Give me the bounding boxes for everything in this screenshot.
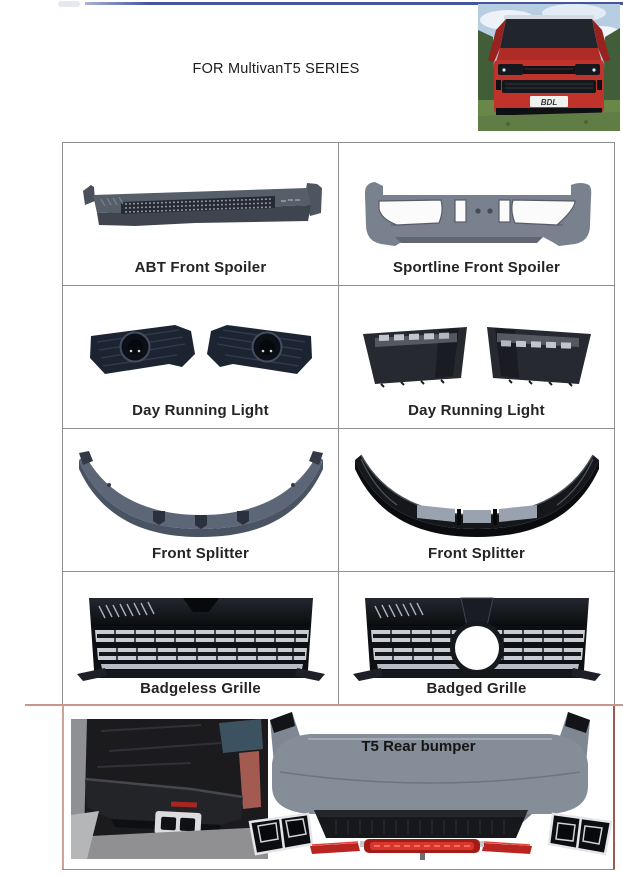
red-van-front-image xyxy=(478,4,620,131)
product-cell-badged-grille xyxy=(338,572,614,706)
product-label: Front Splitter xyxy=(428,545,525,562)
product-cell-front-splitter-gray xyxy=(63,429,338,572)
front-splitter-black-image xyxy=(351,449,603,541)
badge-hole xyxy=(455,626,499,670)
product-label: ABT Front Spoiler xyxy=(134,259,267,276)
rear-bumper-installed-photo xyxy=(71,719,268,859)
product-label: Day Running Light xyxy=(408,402,545,419)
product-label: Day Running Light xyxy=(132,402,269,419)
salmon-right-border xyxy=(613,706,615,869)
product-cell-sportline-front-spoiler xyxy=(338,143,614,286)
abt-front-spoiler-image xyxy=(75,175,327,247)
rear-bumper-kit-image xyxy=(248,706,613,869)
product-cell-day-running-light-led xyxy=(338,286,614,429)
hero-photo xyxy=(478,4,620,131)
salmon-left-border xyxy=(62,706,64,869)
product-cell-abt-front-spoiler xyxy=(63,143,338,286)
product-label: Badgeless Grille xyxy=(140,680,261,697)
product-label: Front Splitter xyxy=(152,545,249,562)
license-plate-text: BDL xyxy=(540,98,558,107)
sportline-front-spoiler-image xyxy=(351,167,603,267)
fog-light-covers-image xyxy=(75,314,327,398)
rear-bumper-section xyxy=(63,706,614,869)
product-label: Sportline Front Spoiler xyxy=(392,259,561,276)
rear-bumper-kit-svg xyxy=(248,706,613,869)
badgeless-grille-image xyxy=(75,590,327,686)
product-cell-front-splitter-black xyxy=(338,429,614,572)
badged-grille-image xyxy=(351,590,603,686)
product-cell-badgeless-grille xyxy=(63,572,338,706)
product-label: Badged Grille xyxy=(426,680,527,697)
product-grid xyxy=(62,142,615,870)
black-van-rear-image xyxy=(71,719,268,859)
front-splitter-gray-image xyxy=(75,449,327,541)
drl-led-covers-image xyxy=(351,314,603,398)
salmon-divider-line xyxy=(25,704,623,706)
page-title: FOR MultivanT5 SERIES xyxy=(192,61,360,77)
smudge-mark xyxy=(58,1,80,7)
product-label: T5 Rear bumper xyxy=(361,738,476,755)
product-cell-day-running-light-fog xyxy=(63,286,338,429)
